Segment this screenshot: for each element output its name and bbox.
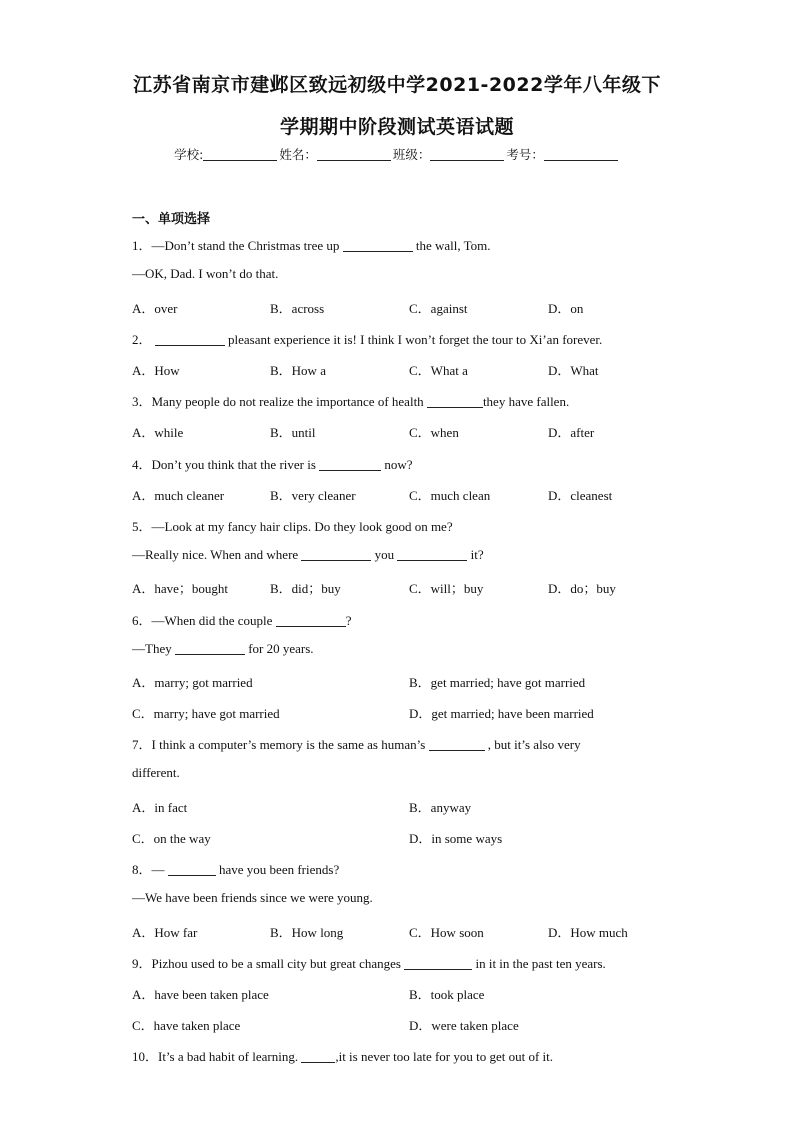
question-1-option-a[interactable]: A．over (132, 301, 178, 316)
question-7-stem: 7．I think a computer’s memory is the same as human’s , but it’s also very (132, 737, 581, 752)
question-2-option-c[interactable]: C．What a (409, 363, 468, 378)
answer-blank[interactable] (175, 641, 245, 655)
question-1-stem: 1．—Don’t stand the Christmas tree up the wall, Tom. (132, 238, 491, 253)
question-3-stem: 3．Many people do not realize the importance of health they have fallen. (132, 394, 570, 409)
question-8-reply: —We have been friends since we were young. (132, 890, 373, 905)
question-6-stem: 6．—When did the couple ? (132, 613, 352, 628)
answer-blank[interactable] (301, 547, 371, 561)
answer-blank[interactable] (427, 394, 483, 408)
question-5-reply: —Really nice. When and where you it? (132, 547, 484, 562)
question-6-reply: —They for 20 years. (132, 641, 314, 656)
answer-blank[interactable] (343, 238, 413, 252)
question-1-reply: —OK, Dad. I won’t do that. (132, 266, 279, 281)
question-6-option-c[interactable]: C．marry; have got married (132, 706, 280, 721)
question-10-stem: 10．It’s a bad habit of learning. ,it is never too late for you to get out of it. (132, 1049, 554, 1064)
question-5-option-a[interactable]: A．have；bought (132, 581, 229, 596)
question-4-option-c[interactable]: C．much clean (409, 488, 491, 503)
question-9-option-d[interactable]: D．were taken place (409, 1018, 519, 1033)
question-7-option-b[interactable]: B．anyway (409, 800, 472, 815)
answer-blank[interactable] (397, 547, 467, 561)
question-2-option-d[interactable]: D．What (548, 363, 599, 378)
answer-blank[interactable] (429, 737, 485, 751)
question-1-option-d[interactable]: D．on (548, 301, 584, 316)
exam-number-field[interactable] (544, 146, 618, 161)
question-5-option-b[interactable]: B．did；buy (270, 581, 341, 596)
question-6-option-b[interactable]: B．get married; have got married (409, 675, 586, 690)
question-5-option-d[interactable]: D．do；buy (548, 581, 616, 596)
question-1-option-c[interactable]: C．against (409, 301, 468, 316)
student-info-line (0, 145, 794, 163)
question-5-stem: 5．—Look at my fancy hair clips. Do they look good on me? (132, 519, 453, 534)
question-5-option-c[interactable]: C．will；buy (409, 581, 484, 596)
school-label: 学校: (174, 147, 204, 162)
question-3-option-a[interactable]: A．while (132, 425, 184, 440)
question-8-option-d[interactable]: D．How much (548, 925, 628, 940)
question-4-option-a[interactable]: A．much cleaner (132, 488, 225, 503)
question-9-option-b[interactable]: B．took place (409, 987, 485, 1002)
name-field[interactable] (317, 146, 391, 161)
question-7-option-d[interactable]: D．in some ways (409, 831, 503, 846)
question-4-option-b[interactable]: B．very cleaner (270, 488, 356, 503)
answer-blank[interactable] (319, 457, 381, 471)
question-9-stem: 9．Pizhou used to be a small city but great changes in it in the past ten years. (132, 956, 606, 971)
question-6-option-d[interactable]: D．get married; have been married (409, 706, 594, 721)
question-3-option-c[interactable]: C．when (409, 425, 459, 440)
class-field[interactable] (430, 146, 504, 161)
class-label: 班级： (392, 147, 431, 162)
exam-number-label: 考号： (506, 147, 544, 162)
question-7-stem-continued: different. (132, 765, 180, 780)
question-8-option-a[interactable]: A．How far (132, 925, 198, 940)
question-6-option-a[interactable]: A．marry; got married (132, 675, 253, 690)
section-title: 一、单项选择 (132, 212, 211, 227)
question-3-option-d[interactable]: D．after (548, 425, 595, 440)
question-9-option-a[interactable]: A．have been taken place (132, 987, 269, 1002)
page-title-line-1: 江苏省南京市建邺区致远初级中学2021-2022学年八年级下 (133, 74, 661, 96)
question-4-option-d[interactable]: D．cleanest (548, 488, 613, 503)
question-2-option-b[interactable]: B．How a (270, 363, 326, 378)
question-8-stem: 8．— have you been friends? (132, 862, 340, 877)
question-9-option-c[interactable]: C．have taken place (132, 1018, 241, 1033)
answer-blank[interactable] (301, 1049, 335, 1063)
question-4-stem: 4．Don’t you think that the river is now? (132, 457, 413, 472)
answer-blank[interactable] (155, 332, 225, 346)
question-2-stem: 2． pleasant experience it is! I think I won’t forget the tour to Xi’an forever. (132, 332, 603, 347)
answer-blank[interactable] (168, 862, 216, 876)
question-7-option-a[interactable]: A．in fact (132, 800, 188, 815)
question-8-option-c[interactable]: C．How soon (409, 925, 484, 940)
school-field[interactable] (203, 146, 277, 161)
question-8-option-b[interactable]: B．How long (270, 925, 344, 940)
question-7-option-c[interactable]: C．on the way (132, 831, 211, 846)
answer-blank[interactable] (404, 956, 472, 970)
question-3-option-b[interactable]: B．until (270, 425, 316, 440)
answer-blank[interactable] (276, 613, 346, 627)
name-label: 姓名： (279, 147, 317, 162)
question-1-option-b[interactable]: B．across (270, 301, 325, 316)
page-title-line-2: 学期期中阶段测试英语试题 (279, 116, 514, 138)
question-2-option-a[interactable]: A．How (132, 363, 180, 378)
